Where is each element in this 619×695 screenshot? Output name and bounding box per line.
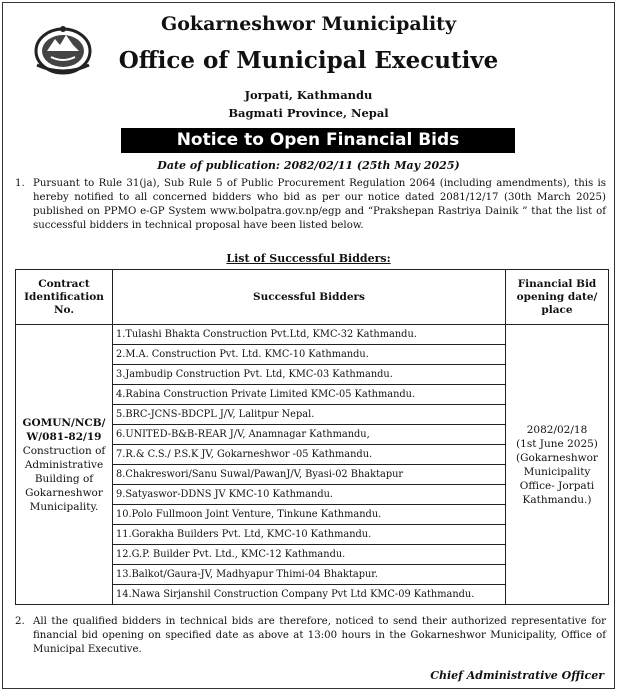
opening-date-cell (506, 325, 609, 605)
table-row (16, 325, 609, 345)
bidder-cell: 3.Jambudip Construction Pvt. Ltd, KMC-03 Kathmandu. (113, 365, 506, 385)
publication-date: Date of publication: 2082/02/11 (25th May 2025) (157, 159, 460, 172)
bidder-cell: 13.Balkot/Gaura-JV, Madhyapur Thimi-04 Bhaktapur. (113, 565, 506, 585)
paragraph-2-number: 2. (15, 616, 25, 627)
paragraph-1-text: Pursuant to Rule 31(ja), Sub Rule 5 of Public Procurement Regulation 2064 (including amendments), this is hereby notified to all concerned bidders who bid as per our notice dated 2081/12/17 (30th March 2025) published on PPMO e-GP System www.bolpatra.gov.np/egp and “Prakshepan Rastriya Dainik ” that the list of successful bidders in technical proposal have been listed below. (33, 178, 606, 231)
contract-code: GOMUN/NCB/ W/081-82/19 (22, 416, 106, 443)
signature-title: Chief Administrative Officer (430, 669, 604, 682)
bidder-cell: 9.Satyaswor-DDNS JV KMC-10 Kathmandu. (113, 485, 506, 505)
paragraph-2-text: All the qualified bidders in technical bids are therefore, noticed to send their authorized representative for financial bid opening on specified date as above at 13:00 hours in the Gokarneshwor Municipality, Office of Municipal Executive. (33, 616, 606, 655)
bidder-cell: 5.BRC-JCNS-BDCPL J/V, Lalitpur Nepal. (113, 405, 506, 425)
opening-date-en: (1st June 2025) (516, 437, 598, 450)
address-line-2: Bagmati Province, Nepal (228, 106, 389, 120)
bidder-cell: 1.Tulashi Bhakta Construction Pvt.Ltd, KMC-32 Kathmandu. (113, 325, 506, 345)
bidder-cell: 11.Gorakha Builders Pvt. Ltd, KMC-10 Kathmandu. (113, 525, 506, 545)
contract-description: Construction of Administrative Building of Gokarneshwor Municipality. (22, 444, 106, 513)
office-name: Office of Municipal Executive (118, 47, 499, 74)
notice-title-banner: Notice to Open Financial Bids (121, 128, 515, 153)
contract-cell (16, 325, 113, 605)
table-header-row (16, 270, 609, 325)
bidder-cell: 12.G.P. Builder Pvt. Ltd., KMC-12 Kathmandu. (113, 545, 506, 565)
bidder-cell: 10.Polo Fullmoon Joint Venture, Tinkune Kathmandu. (113, 505, 506, 525)
bidder-cell: 6.UNITED-B&B-REAR J/V, Anamnagar Kathmandu, (113, 425, 506, 445)
notice-page (2, 2, 615, 689)
header-contract-id: Contract Identification No. (16, 270, 113, 325)
bidders-table (15, 269, 609, 605)
bidder-cell: 2.M.A. Construction Pvt. Ltd. KMC-10 Kathmandu. (113, 345, 506, 365)
bidder-cell: 14.Nawa Sirjanshil Construction Company Pvt Ltd KMC-09 Kathmandu. (113, 585, 506, 605)
header-bidders: Successful Bidders (113, 270, 506, 325)
paragraph-1-number: 1. (15, 178, 25, 189)
list-title: List of Successful Bidders: (226, 252, 391, 265)
address-line-1: Jorpati, Kathmandu (244, 88, 373, 102)
opening-place: (Gokarneshwor Municipality Office- Jorpati Kathmandu.) (516, 451, 598, 506)
paragraph-2 (15, 615, 606, 657)
municipality-name: Gokarneshwor Municipality (161, 13, 456, 35)
header-opening-date: Financial Bid opening date/ place (506, 270, 609, 325)
paragraph-1 (15, 177, 606, 233)
bidder-cell: 8.Chakreswori/Sanu Suwal/PawanJ/V, Byasi-02 Bhaktapur (113, 465, 506, 485)
bidder-cell: 7.R.& C.S./ P.S.K JV, Gokarneshwor -05 Kathmandu. (113, 445, 506, 465)
opening-date: 2082/02/18 (526, 423, 588, 436)
bidder-cell: 4.Rabina Construction Private Limited KMC-05 Kathmandu. (113, 385, 506, 405)
